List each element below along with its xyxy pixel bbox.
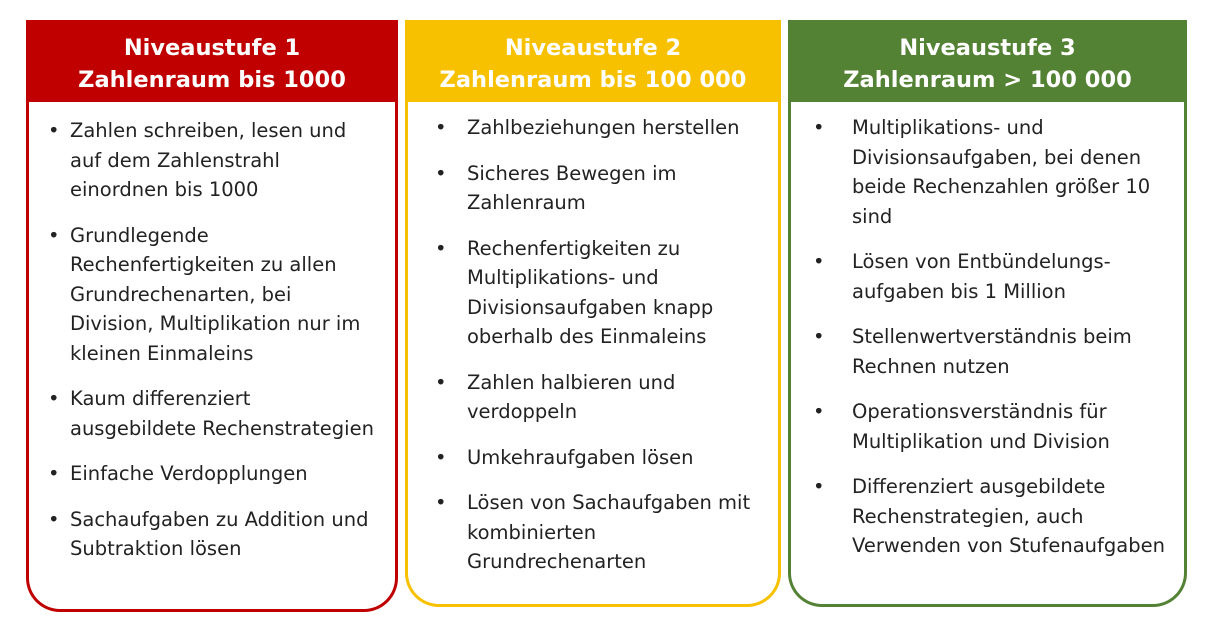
bullet: •	[813, 250, 825, 273]
list-item-text: Zahlen schreiben, lesen und auf dem Zahlenstrahl einordnen bis 1000	[70, 119, 347, 201]
bullet: •	[813, 325, 825, 348]
list-item-text: Differenziert ausgebildete Rechenstrategien, auch Verwenden von Stufenaufgaben	[852, 475, 1165, 557]
level-2-list	[435, 113, 762, 577]
level-2-title: Niveaustufe 2	[504, 35, 682, 61]
level-3-header	[788, 20, 1187, 102]
level-3-subtitle: Zahlenraum > 100 000	[843, 67, 1132, 93]
list-item-text: Sachaufgaben zu Addition und Subtraktion lösen	[70, 507, 369, 560]
list-item	[435, 234, 762, 352]
level-1-header	[26, 20, 398, 102]
level-1-title: Niveaustufe 1	[123, 35, 301, 61]
list-item	[435, 113, 762, 143]
list-item-text: Lösen von Sachaufgaben mit kombinierten Grundrechenarten	[467, 491, 751, 573]
list-item	[48, 384, 379, 443]
list-item-text: Stellenwertverständnis beim Rechnen nutzen	[852, 325, 1132, 378]
list-item-text: Lösen von Entbündelungs-aufgaben bis 1 Million	[852, 250, 1111, 303]
list-item	[813, 113, 1168, 231]
list-item	[435, 368, 762, 427]
bullet: •	[48, 507, 60, 531]
list-item-text: Einfache Verdopplungen	[70, 462, 308, 485]
list-item-text: Operationsverständnis für Multiplikation und Division	[852, 400, 1110, 453]
level-1-box	[26, 20, 398, 612]
bullet: •	[48, 223, 60, 247]
bullet: •	[435, 370, 447, 394]
list-item-text: Sicheres Bewegen im Zahlenraum	[467, 161, 677, 214]
list-item	[813, 322, 1168, 381]
level-3-body	[788, 102, 1187, 607]
list-item	[813, 247, 1168, 306]
bullet: •	[435, 116, 447, 139]
level-2-body	[405, 102, 781, 607]
level-1-body	[26, 102, 398, 612]
bullet: •	[435, 491, 447, 514]
bullet: •	[48, 119, 60, 142]
list-item	[48, 505, 379, 564]
list-item-text: Zahlbeziehungen herstellen	[467, 116, 740, 139]
list-item-text: Kaum differenziert ausgebildete Rechenstrategien	[70, 387, 374, 440]
list-item	[435, 159, 762, 218]
bullet: •	[435, 236, 447, 260]
list-item-text: Zahlen halbieren und verdoppeln	[467, 370, 676, 423]
level-3-list	[813, 113, 1168, 561]
list-item	[48, 459, 379, 489]
list-item-text: Multiplikations- und Divisionsaufgaben, bei denen beide Rechenzahlen größer 10 sind	[852, 116, 1151, 228]
level-2-subtitle: Zahlenraum bis 100 000	[439, 67, 747, 93]
bullet: •	[435, 445, 447, 469]
level-2-box	[405, 20, 781, 607]
list-item	[813, 472, 1168, 561]
bullet: •	[48, 387, 60, 410]
list-item	[813, 397, 1168, 456]
list-item	[48, 116, 379, 205]
list-item-text: Rechenfertigkeiten zu Multiplikations- und Divisionsaufgaben knapp oberhalb des Einmaleins	[467, 236, 714, 348]
list-item-text: Umkehraufgaben lösen	[467, 445, 694, 469]
level-3-title: Niveaustufe 3	[899, 35, 1076, 61]
bullet: •	[813, 475, 825, 498]
bullet: •	[435, 161, 447, 185]
bullet: •	[813, 400, 825, 423]
level-1-list	[48, 116, 379, 564]
level-1-subtitle: Zahlenraum bis 1000	[78, 67, 346, 93]
bullet: •	[813, 116, 825, 139]
bullet: •	[48, 462, 60, 485]
list-item	[435, 443, 762, 473]
level-2-header	[405, 20, 781, 102]
list-item-text: Grundlegende Rechenfertigkeiten zu allen Grundrechenarten, bei Division, Multiplikation nur im kleinen Einmaleins	[70, 223, 361, 365]
list-item	[435, 488, 762, 577]
list-item	[48, 221, 379, 369]
level-3-box	[788, 20, 1187, 607]
